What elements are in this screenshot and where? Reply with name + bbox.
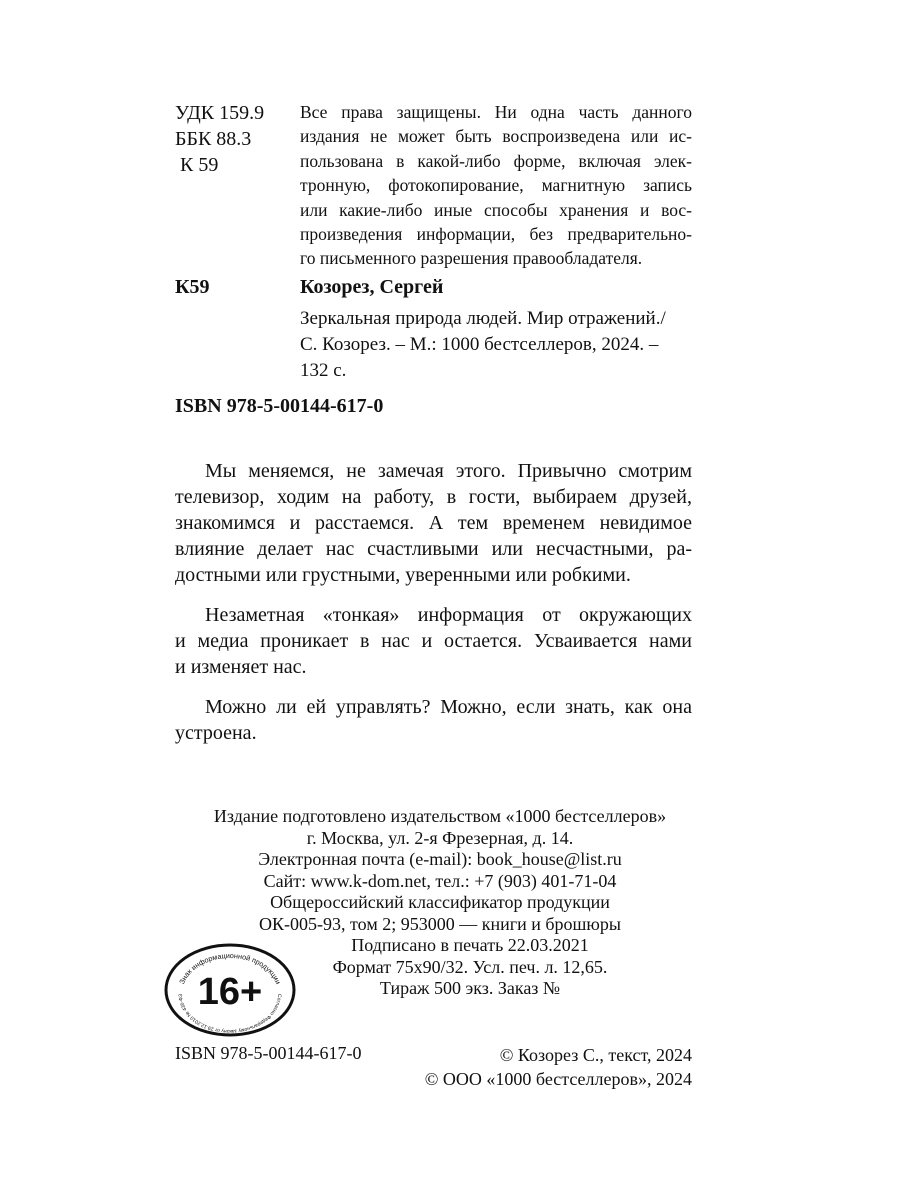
rights-line: го письменного разрешения правообладателя. bbox=[300, 248, 643, 269]
imprint-line: Общероссийский классификатор продукции bbox=[270, 892, 610, 912]
annotation-line: и медиа проникает в нас и остается. Усваивается нами bbox=[175, 630, 692, 652]
annotation-paragraph bbox=[175, 602, 692, 680]
annotation-line: устроена. bbox=[175, 722, 257, 744]
catalog-author: Козорез, Сергей bbox=[300, 276, 444, 298]
annotation-line: Можно ли ей управлять? Можно, если знать, как она bbox=[205, 696, 692, 718]
catalog-description-line: 132 с. bbox=[300, 360, 347, 381]
copyright-author: © Козорез С., текст, 2024 bbox=[499, 1045, 692, 1065]
imprint-line: Формат 75х90/32. Усл. печ. л. 12,65. bbox=[332, 956, 608, 977]
age-rating-badge bbox=[160, 938, 300, 1038]
annotation-paragraph bbox=[175, 694, 692, 746]
catalog-isbn: ISBN 978-5-00144-617-0 bbox=[175, 395, 384, 417]
imprint-line: Сайт: www.k-dom.net, тел.: +7 (903) 401-71-04 bbox=[263, 870, 617, 891]
age-rating-seal bbox=[160, 938, 300, 1038]
annotation-paragraph bbox=[175, 458, 692, 588]
rights-line: или какие-либо иные способы хранения и вос- bbox=[300, 199, 692, 220]
age-badge-arc-top: Знак информационной продукции bbox=[177, 950, 283, 986]
imprint-line: г. Москва, ул. 2-я Фрезерная, д. 14. bbox=[306, 827, 574, 848]
catalog-author-mark: К59 bbox=[175, 276, 210, 298]
annotation bbox=[175, 458, 692, 760]
rights-line: Все права защищены. Ни одна часть данного bbox=[300, 102, 692, 122]
footer-isbn: ISBN 978-5-00144-617-0 bbox=[175, 1043, 362, 1063]
rights-line: издания не может быть воспроизведена или ис- bbox=[300, 126, 692, 147]
bbk-code: ББК 88.3 bbox=[175, 128, 252, 150]
catalog-description bbox=[300, 306, 666, 384]
age-badge-arc-bottom: Согласно Федеральному закону от 29.12.2010 № 436-ФЗ bbox=[177, 993, 283, 1035]
annotation-line: Мы меняемся, не замечая этого. Привычно смотрим bbox=[205, 460, 692, 482]
annotation-line: телевизор, ходим на работу, в гости, выбираем друзей, bbox=[175, 486, 692, 508]
catalog-description-line: Зеркальная природа людей. Мир отражений./ bbox=[300, 308, 666, 329]
age-badge-label: 16+ bbox=[197, 971, 263, 1013]
rights-line: тронную, фотокопирование, магнитную запись bbox=[300, 175, 692, 196]
copyright-publisher: © ООО «1000 бестселлеров», 2024 bbox=[424, 1069, 692, 1089]
annotation-line: знакомимся и расстаемся. А тем временем невидимое bbox=[175, 512, 692, 534]
classification-codes bbox=[175, 100, 264, 178]
catalog-description-line: С. Козорез. – М.: 1000 бестселлеров, 2024. – bbox=[300, 334, 659, 355]
imprint-line: Электронная почта (e-mail): book_house@list.ru bbox=[258, 849, 622, 869]
udk-code: УДК 159.9 bbox=[175, 102, 265, 124]
annotation-line: и изменяет нас. bbox=[175, 656, 307, 678]
copyright-block bbox=[425, 1043, 692, 1091]
rights-notice bbox=[300, 100, 692, 271]
annotation-line: влияние делает нас счастливыми или несчастными, ра- bbox=[175, 538, 692, 560]
imprint-line: Издание подготовлено издательством «1000 бестселлеров» bbox=[213, 806, 667, 826]
imprint-line: Тираж 500 экз. Заказ № bbox=[379, 978, 561, 998]
annotation-line: достными или грустными, уверенными или робкими. bbox=[175, 564, 631, 586]
imprint-line: ОК-005-93, том 2; 953000 — книги и брошюры bbox=[259, 913, 621, 934]
rights-line: произведения информации, без предварительно- bbox=[300, 224, 692, 245]
annotation-line: Незаметная «тонкая» информация от окружающих bbox=[205, 604, 692, 626]
author-mark-code: К 59 bbox=[180, 154, 219, 176]
rights-line: пользована в какой-либо форме, включая элек- bbox=[300, 150, 692, 171]
imprint-line: Подписано в печать 22.03.2021 bbox=[351, 935, 589, 955]
